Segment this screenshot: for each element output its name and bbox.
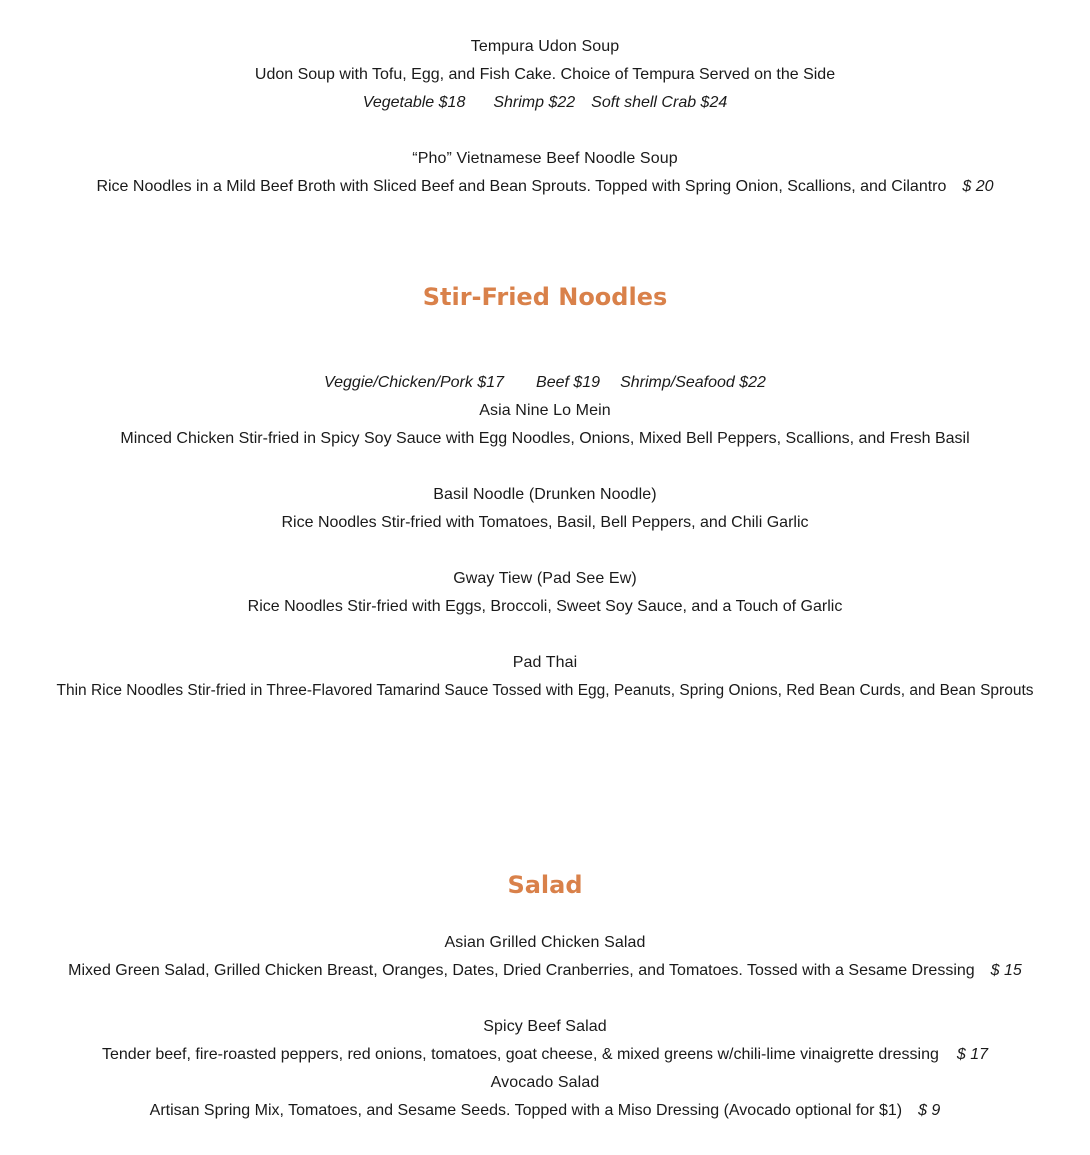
menu-item-name-basil-noodle: Basil Noodle (Drunken Noodle) (433, 486, 657, 503)
grilled-chicken-salad-description-text: Mixed Green Salad, Grilled Chicken Breast, Oranges, Dates, Dried Cranberries, and Tomatoes. Tossed with a Sesame Dressing (68, 962, 975, 979)
menu-item-name-pho: “Pho” Vietnamese Beef Noodle Soup (412, 150, 678, 167)
menu-item-name-tempura-udon: Tempura Udon Soup (470, 38, 620, 55)
menu-item-description-tempura-udon: Udon Soup with Tofu, Egg, and Fish Cake. Choice of Tempura Served on the Side (254, 66, 836, 83)
menu-item-description-spicy-beef-salad (0, 1045, 1090, 1065)
menu-item-name-pad-thai: Pad Thai (512, 654, 578, 671)
avocado-salad-price: $ 9 (918, 1102, 941, 1119)
menu-item-name-spicy-beef-salad: Spicy Beef Salad (483, 1018, 607, 1035)
spicy-beef-salad-price: $ 17 (956, 1046, 989, 1063)
menu-item-description-gway-tiew: Rice Noodles Stir-fried with Eggs, Broccoli, Sweet Soy Sauce, and a Touch of Garlic (247, 598, 843, 615)
menu-item-name-avocado-salad: Avocado Salad (490, 1074, 600, 1091)
menu-item-description-grilled-chicken-salad (0, 961, 1090, 981)
menu-item-prices-tempura-udon (0, 93, 1090, 113)
grilled-chicken-salad-price: $ 15 (990, 962, 1022, 979)
pho-description-text: Rice Noodles in a Mild Beef Broth with Sliced Beef and Bean Sprouts. Topped with Spring Onion, Scallions, and Cilantro (96, 178, 947, 195)
price-veggie-chicken-pork: Veggie/Chicken/Pork $17 (324, 374, 505, 391)
price-shrimp: Shrimp $22 (493, 94, 576, 111)
menu-item-description-pad-thai: Thin Rice Noodles Stir-fried in Three-Flavored Tamarind Sauce Tossed with Egg, Peanuts, Spring Onions, Red Bean Curds, and Bean Sprouts (56, 682, 1034, 699)
menu-item-description-pho (0, 177, 1090, 197)
stir-fried-prices (0, 373, 1090, 393)
section-title-stir-fried-noodles: Stir-Fried Noodles (422, 283, 668, 311)
avocado-salad-description-text: Artisan Spring Mix, Tomatoes, and Sesame Seeds. Topped with a Miso Dressing (Avocado optional for $1) (149, 1102, 903, 1119)
menu-item-description-basil-noodle: Rice Noodles Stir-fried with Tomatoes, Basil, Bell Peppers, and Chili Garlic (281, 514, 809, 531)
pho-price: $ 20 (962, 178, 994, 195)
menu-item-description-avocado-salad (0, 1101, 1090, 1121)
price-beef: Beef $19 (536, 374, 601, 391)
spicy-beef-salad-description-text: Tender beef, fire-roasted peppers, red onions, tomatoes, goat cheese, & mixed greens w/chili-lime vinaigrette dressing (101, 1046, 939, 1063)
price-shrimp-seafood: Shrimp/Seafood $22 (620, 374, 766, 391)
price-soft-shell-crab: Soft shell Crab $24 (591, 94, 728, 111)
section-title-salad: Salad (507, 871, 583, 899)
menu-item-name-grilled-chicken-salad: Asian Grilled Chicken Salad (444, 934, 646, 951)
menu-item-description-lo-mein: Minced Chicken Stir-fried in Spicy Soy Sauce with Egg Noodles, Onions, Mixed Bell Peppers, Scallions, and Fresh Basil (120, 430, 970, 447)
price-vegetable: Vegetable $18 (362, 94, 466, 111)
menu-item-name-gway-tiew: Gway Tiew (Pad See Ew) (453, 570, 637, 587)
menu-item-name-lo-mein: Asia Nine Lo Mein (479, 402, 611, 419)
